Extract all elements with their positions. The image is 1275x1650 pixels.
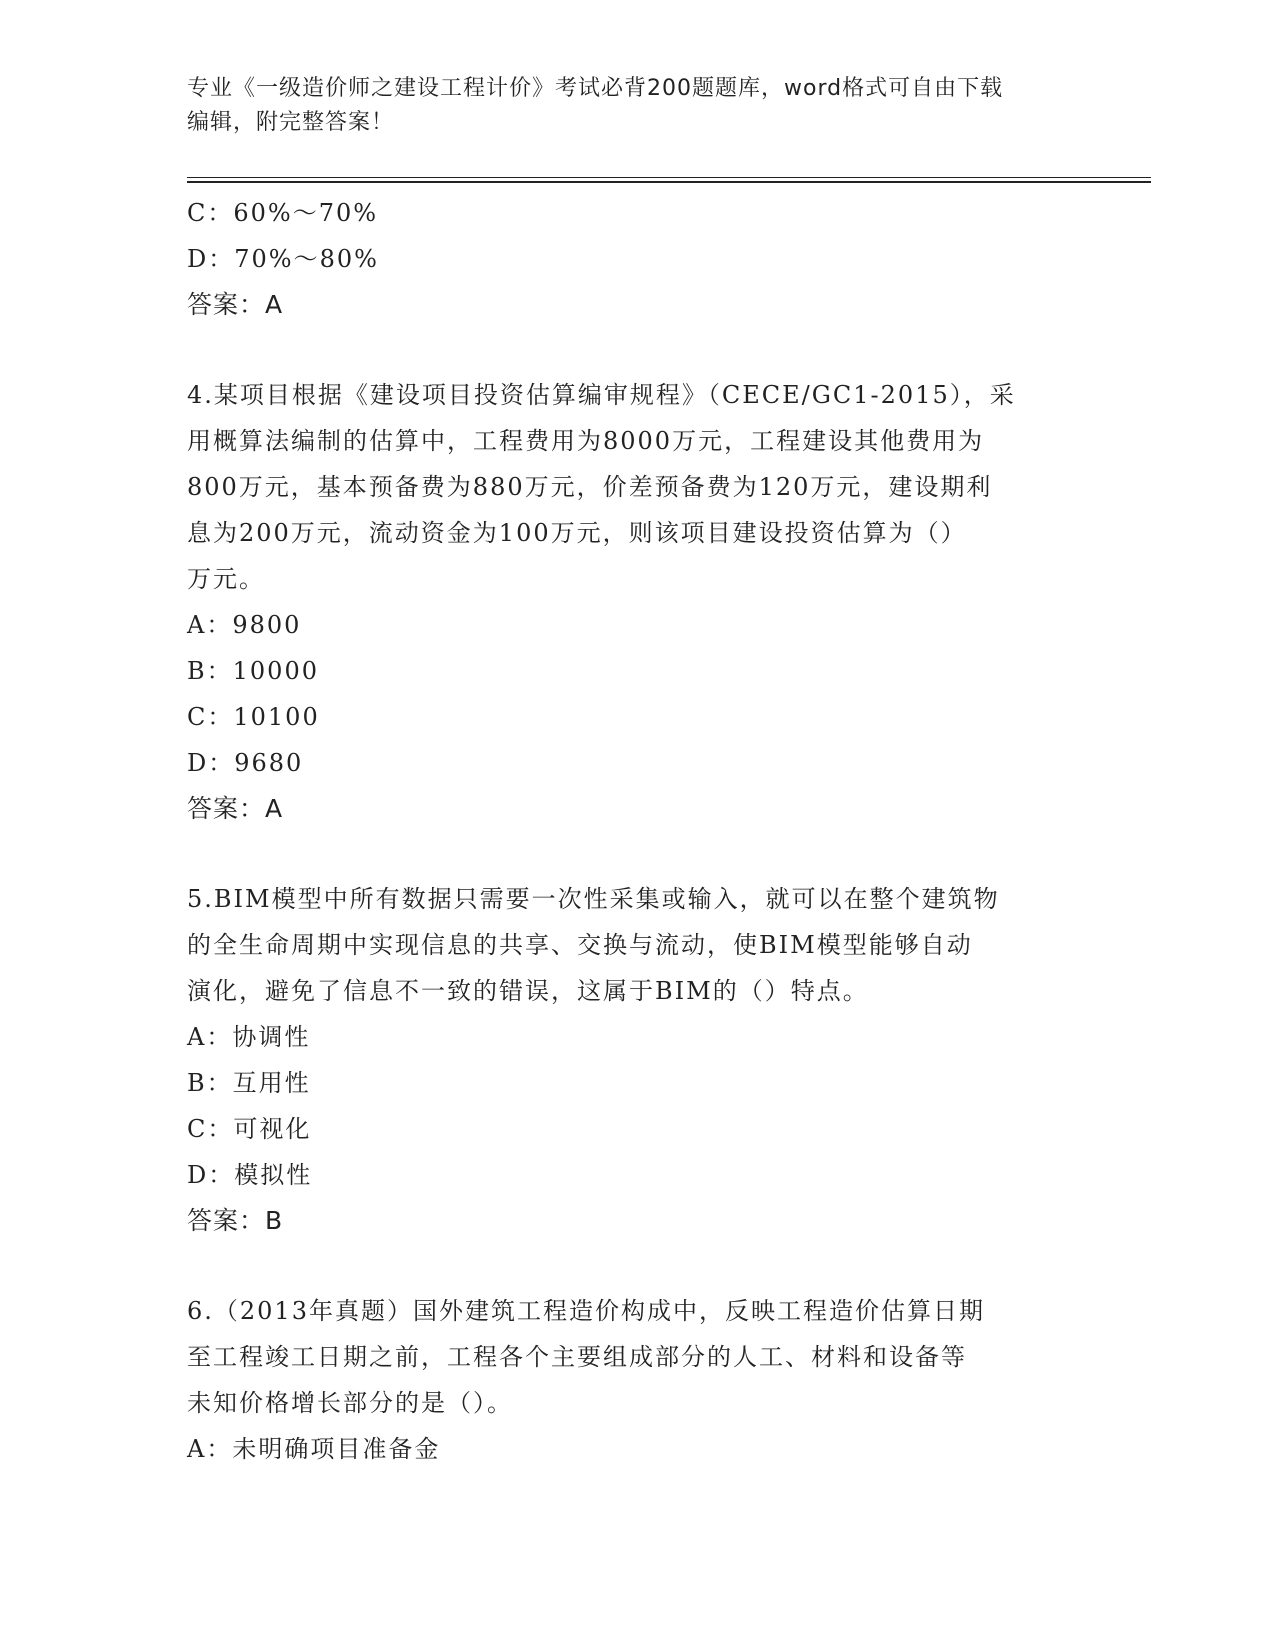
- answer-line: 答案：A: [187, 290, 284, 319]
- option-c: C：60%～70%: [187, 199, 379, 227]
- header-line-1: 专业《一级造价师之建设工程计价》考试必背200题题库，word格式可自由下载: [187, 76, 1004, 101]
- question-text-line: 万元。: [187, 565, 265, 593]
- question-text-line: 4.某项目根据《建设项目投资估算编审规程》（CECE/GC1-2015），采: [187, 381, 1016, 409]
- prev-question: [187, 190, 1087, 328]
- option-a: A：协调性: [187, 1023, 311, 1051]
- page-header: [187, 72, 1087, 140]
- question-text-line: 演化，避免了信息不一致的错误，这属于BIM的（）特点。: [187, 977, 869, 1005]
- option-a: A：未明确项目准备金: [187, 1435, 441, 1463]
- question-text-line: 未知价格增长部分的是（）。: [187, 1389, 513, 1417]
- option-b: B：10000: [187, 657, 319, 685]
- option-c: C：可视化: [187, 1115, 312, 1143]
- header-line-2: 编辑，附完整答案！: [187, 110, 395, 135]
- option-a: A：9800: [187, 611, 302, 639]
- header-rule-thick: [187, 181, 1151, 183]
- question-text-line: 5.BIM模型中所有数据只需要一次性采集或输入，就可以在整个建筑物: [187, 885, 1000, 913]
- question-text-line: 6.（2013年真题）国外建筑工程造价构成中，反映工程造价估算日期: [187, 1297, 985, 1325]
- question-6: [187, 1288, 1087, 1472]
- answer-line: 答案：A: [187, 794, 284, 823]
- header-rule-thin: [187, 177, 1151, 178]
- question-text-line: 息为200万元，流动资金为100万元，则该项目建设投资估算为（）: [187, 519, 967, 547]
- document-body: [187, 190, 1087, 1472]
- answer-line: 答案：B: [187, 1206, 284, 1235]
- question-text-line: 至工程竣工日期之前，工程各个主要组成部分的人工、材料和设备等: [187, 1343, 967, 1371]
- option-b: B：互用性: [187, 1069, 311, 1097]
- option-d: D：9680: [187, 749, 304, 777]
- question-5: [187, 876, 1087, 1244]
- question-4: [187, 372, 1087, 832]
- question-text-line: 的全生命周期中实现信息的共享、交换与流动，使BIM模型能够自动: [187, 931, 973, 959]
- question-text-line: 800万元，基本预备费为880万元，价差预备费为120万元，建设期利: [187, 473, 993, 501]
- option-d: D：模拟性: [187, 1161, 313, 1189]
- option-c: C：10100: [187, 703, 320, 731]
- question-text-line: 用概算法编制的估算中，工程费用为8000万元，工程建设其他费用为: [187, 427, 985, 455]
- option-d: D：70%～80%: [187, 245, 379, 273]
